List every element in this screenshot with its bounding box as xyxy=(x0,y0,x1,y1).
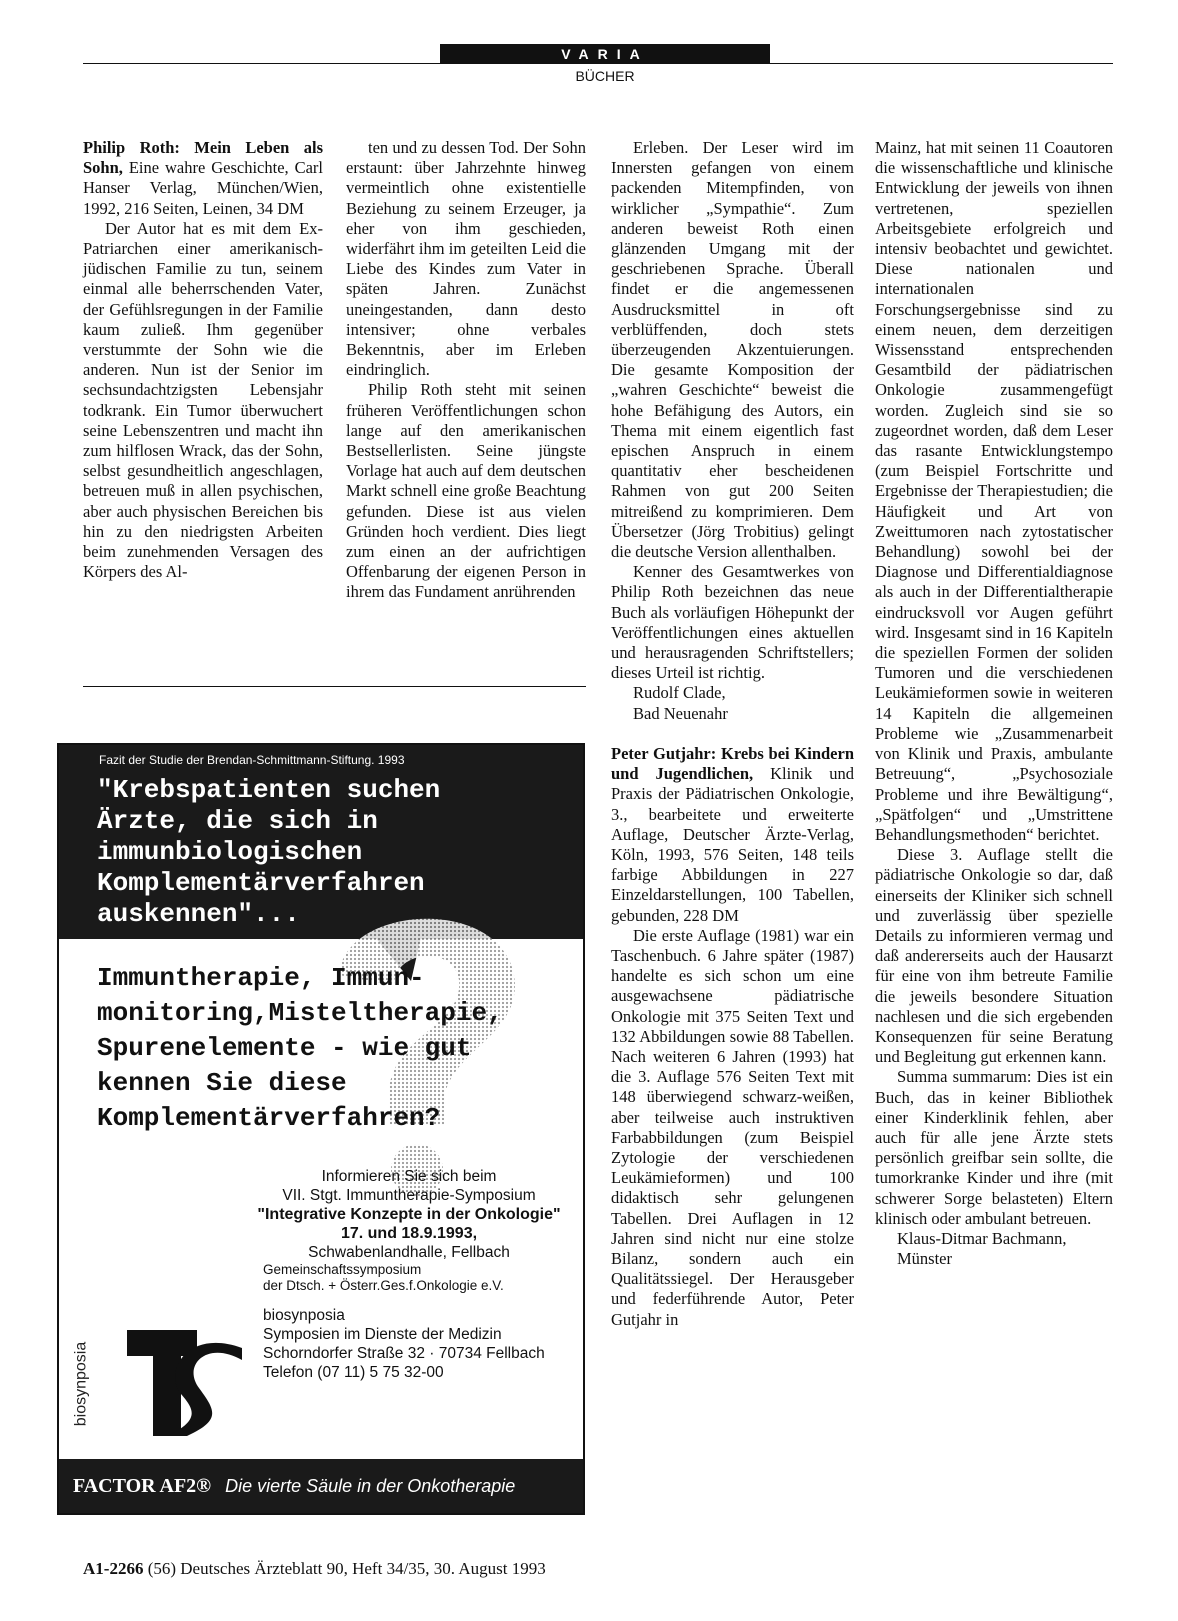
text-column-2 xyxy=(346,138,586,603)
ad-event-info xyxy=(249,1167,569,1382)
ad-quote: "Krebspatienten suchen Ärzte, die sich in immunbiologischen Komplementärverfahren auskennen"... xyxy=(97,775,441,929)
product-brand: FACTOR AF2® xyxy=(73,1474,212,1497)
signature-line: Klaus-Ditmar Bachmann, xyxy=(897,1228,1067,1248)
ad-kicker: Fazit der Studie der Brendan-Schmittmann-Stiftung. 1993 xyxy=(99,753,405,767)
event-venue: Schwabenlandhalle, Fellbach xyxy=(308,1244,510,1261)
article-paragraph: Philip Roth steht mit seinen früheren Veröffentlichungen schon lange auf den amerikanischen Bestsellerlisten. Seine jüngste Vorlage hat auch auf dem deutschen Markt schnell eine große Beachtung gefunden. Diese ist aus vielen Gründen hoch verdient. Dies liegt zum einen an der aufrichtigen Offenbarung der eigenen Person in ihrem das Fundament anrührenden xyxy=(346,380,586,602)
ad-info-line: VII. Stgt. Immuntherapie-Symposium xyxy=(282,1187,536,1204)
page-footer xyxy=(83,1559,546,1579)
column-rule xyxy=(83,686,586,687)
vertical-brand-text: biosynposia xyxy=(72,1341,90,1427)
organizer-line: Gemeinschaftssymposium xyxy=(263,1262,422,1277)
text-column-3 xyxy=(611,138,854,1330)
article-paragraph: Diese 3. Auflage stellt die pädiatrische Onkologie so dar, daß einerseits der Kliniker sich schnell und zuverlässig über spezielle Details zu informieren vermag und daß andererseits auch der Hausarzt für eine von ihm betreute Familie die jeweils besondere Situation nachlesen und die sich ergebenden Konsequenzen für seine Beratung und Begleitung gut erkennen kann. xyxy=(875,845,1113,1067)
text-column-1 xyxy=(83,138,323,582)
publication-info: (56) Deutsches Ärzteblatt 90, Heft 34/35, 30. August 1993 xyxy=(147,1559,546,1578)
signature-line: Bad Neuenahr xyxy=(633,703,728,723)
product-tagline: Die vierte Säule in der Onkotherapie xyxy=(225,1475,516,1496)
article-paragraph: Peter Gutjahr: Krebs bei Kindern und Jugendlichen, Klinik und Praxis der Pädiatrischen Onkologie, 3., bearbeitete und erweiterte Auflage, Deutscher Ärzte-Verlag, Köln, 1993, 576 Seiten, 148 teils farbige Abbildungen in 227 Einzeldarstellungen, 100 Tabellen, gebunden, 228 DM xyxy=(611,743,854,925)
article-paragraph: ten und zu dessen Tod. Der Sohn erstaunt: über Jahrzehnte hinweg vermeintlich ohne existentielle Beziehung zu seinem Erzeuger, ja eher von ihm geschieden, widerfährt ihm im geteilten Leid die Liebe des Kindes zum Vater in späten Jahren. Zunächst uneingestanden, dann desto intensiver; ohne verbales Bekenntnis, aber im Erleben eindringlich. xyxy=(346,138,586,380)
advertisement xyxy=(57,743,585,1515)
event-date: 17. und 18.9.1993, xyxy=(340,1225,478,1242)
sponsor-phone: Telefon (07 11) 5 75 32-00 xyxy=(263,1364,444,1381)
sponsor-name: biosynposia xyxy=(263,1307,345,1324)
ad-info-line: Informieren Sie sich beim xyxy=(321,1168,497,1185)
subsection-title: BÜCHER xyxy=(575,68,635,84)
event-title: "Integrative Konzepte in der Onkologie" xyxy=(257,1206,561,1223)
signature-line: Münster xyxy=(897,1249,952,1269)
ad-footer-bar xyxy=(59,1459,583,1513)
sponsor-desc: Symposien im Dienste der Medizin xyxy=(263,1326,502,1343)
book-title: Peter Gutjahr: Krebs bei Kindern und Jugendlichen, xyxy=(611,743,854,784)
article-paragraph: Der Autor hat es mit dem Ex-Patriarchen einer amerikanisch-jüdischen Familie zu tun, seinem einmal alle beherrschenden Vater, der Gefühlsregungen in der Familie kaum zuließ. Ihm gegenüber verstummte der Sohn wie die anderen. Nun ist der Senior im sechsundachtzigsten Lebensjahr todkrank. Ein Tumor überwuchert seine Lebenszentren und macht ihn zum hilflosen Wrack, das der Sohn, selbst gesundheitlich angeschlagen, betreuen muß in allen psychischen, aber auch physischen Bereichen bis hin zu den niedrigsten Arbeiten beim zunehmenden Versagen des Körpers des Al- xyxy=(83,218,323,582)
text-column-4 xyxy=(875,138,1113,1269)
article-paragraph: Philip Roth: Mein Leben als Sohn, Eine wahre Geschichte, Carl Hanser Verlag, München/Wien, 1992, 216 Seiten, Leinen, 34 DM xyxy=(83,138,323,218)
organizer-line: der Dtsch. + Österr.Ges.f.Onkologie e.V. xyxy=(263,1278,504,1293)
sponsor-address: Schorndorfer Straße 32 · 70734 Fellbach xyxy=(263,1345,545,1362)
header-rule xyxy=(83,63,1113,64)
page-number: A1-2266 xyxy=(83,1559,144,1578)
section-bar: VARIA xyxy=(440,44,770,64)
article-paragraph: Die erste Auflage (1981) war ein Taschenbuch. 6 Jahre später (1987) handelte es sich schon um eine ausgewachsene pädiatrische Onkologie mit 375 Seiten Text und 132 Abbildungen sowie 88 Tabellen. Nach weiteren 6 Jahren (1993) hat die 3. Auflage 576 Seiten Text mit 148 überwiegend schwarz-weißen, aber teilweise auch instruktiven Farbabbildungen (zum Beispiel Zytologie der verschiedenen Leukämieformen) und 100 didaktisch sehr gelungenen Tabellen. Drei Auflagen in 12 Jahren sind nicht nur eine stolze Bilanz, sondern auch ein Qualitätssiegel. Der Herausgeber und federführende Autor, Peter Gutjahr in xyxy=(611,925,854,1329)
article-paragraph: Erleben. Der Leser wird im Innersten gefangen von einem packenden Mitempfinden, von wirklicher „Sympathie“. Zum anderen beweist Roth einen glänzenden Umgang mit der geschriebenen Sprache. Überall findet er die angemessenen Ausdrucksmittel in oft verblüffenden, doch stets überzeugenden Akzentuierungen. Die gesamte Komposition der „wahren Geschichte“ beweist die hohe Befähigung des Autors, ein Thema mit einem eigentlich fast epischen Anspruch in einem quantitativ eher bescheidenen Rahmen von gut 200 Seiten mitreißend zu komprimieren. Dem Übersetzer (Jörg Trobitius) gelingt die deutsche Version allenthalben. xyxy=(611,138,854,562)
article-paragraph: Kenner des Gesamtwerkes von Philip Roth bezeichnen das neue Buch als vorläufigen Höhepunkt der Veröffentlichungen eines aktuellen und herausragenden Schriftstellers; dieses Urteil ist richtig. xyxy=(611,562,854,683)
article-paragraph: Mainz, hat mit seinen 11 Coautoren die wissenschaftliche und klinische Entwicklung der jeweils von ihnen vertretenen, speziellen Arbeitsgebiete erfolgreich und intensiv beobachtet und gewichtet. Diese nationalen und internationalen Forschungsergebnisse sind zu einem neuen, dem derzeitigen Wissensstand entsprechenden Gesamtbild der pädiatrischen Onkologie zusammengefügt worden. Zugleich sind sie so zugeordnet worden, daß dem Leser das rasante Entwicklungstempo (zum Beispiel Fortschritte und Ergebnisse der Therapiestudien; die Häufigkeit und Art von Zweittumoren nach zytostatischer Behandlung) sowohl bei der Diagnose und Differentialdiagnose als auch in der Differentialtherapie eindrucksvoll vor Augen geführt wird. Insgesamt sind in 16 Kapiteln die speziellen Formen der soliden Tumoren und die verschiedenen Leukämieformen sowie in weiteren 14 Kapiteln die allgemeinen Probleme wie „Zusammenarbeit von Klinik und Praxis, ambulante Betreuung“, „Psychosoziale Probleme und ihre Bewältigung“, „Spätfolgen“ und „Umstrittene Behandlungsmethoden“ berichtet. xyxy=(875,138,1113,844)
biosynposia-logo-icon xyxy=(127,1320,247,1440)
ad-headline: Immuntherapie, Immun- monitoring,Misteltherapie, Spurenelemente - wie gut kennen Sie diese Komplementärverfahren? xyxy=(97,963,503,1133)
article-paragraph: Summa summarum: Dies ist ein Buch, das in keiner Bibliothek einer Kinderklinik fehlen, aber auch für alle jene Ärzte stets persönlich greifbar sein sollte, die tumorkranke Kinder und ihre (mit schwerer Sorge belasteten) Eltern klinisch oder ambulant betreuen. xyxy=(875,1067,1113,1228)
book-title: Philip Roth: Mein Leben als Sohn, xyxy=(83,138,323,178)
signature-line: Rudolf Clade, xyxy=(633,683,726,703)
